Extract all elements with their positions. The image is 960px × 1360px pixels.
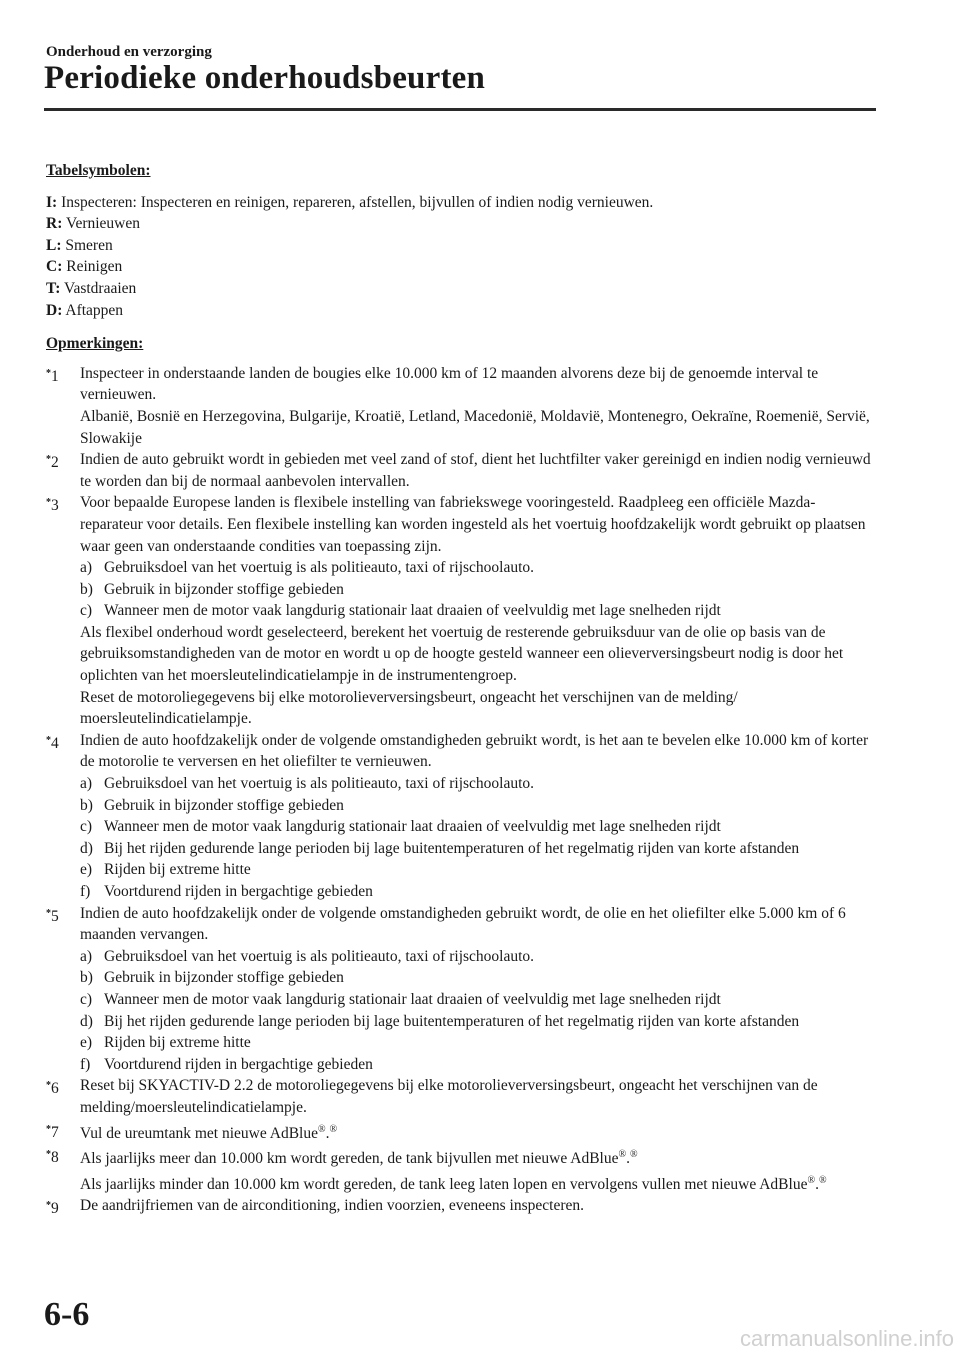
remark-line: Indien de auto hoofdzakelijk onder de volgende omstandigheden gebruikt wordt, de olie en het oliefilter elke 5.000 km of 6 maanden vervangen. <box>80 904 846 944</box>
remark-note <box>46 449 876 492</box>
remark-note <box>46 363 876 449</box>
symbol-text: Aftappen <box>65 301 124 319</box>
remark-number-text: 3 <box>51 497 59 515</box>
sub-item-letter: b) <box>80 580 93 598</box>
remark-star: * <box>46 497 51 509</box>
sub-item-letter: c) <box>80 602 93 620</box>
remark-number <box>46 1075 59 1100</box>
remark-star: * <box>46 1123 51 1135</box>
page-number: 6-6 <box>44 1296 90 1333</box>
sub-item-text: Voortdurend rijden in bergachtige gebieden <box>104 1055 373 1073</box>
sub-item-letter: d) <box>80 1012 93 1030</box>
remark-line: De aandrijfriemen van de airconditioning, indien voorzien, eveneens inspecteren. <box>80 1197 584 1215</box>
remark-number <box>46 903 59 928</box>
remark-sub-item <box>80 1011 876 1033</box>
registered-mark: ® <box>629 1149 638 1161</box>
sub-item-text: Wanneer men de motor vaak langdurig stationair laat draaien of veelvuldig met lage snelheden rijdt <box>104 818 721 836</box>
sub-item-text: Gebruiksdoel van het voertuig is als politieauto, taxi of rijschoolauto. <box>104 775 535 793</box>
sub-item-text: Rijden bij extreme hitte <box>104 1034 251 1052</box>
sub-item-text: Gebruik in bijzonder stoffige gebieden <box>104 580 344 598</box>
registered-mark: ® <box>818 1174 827 1186</box>
section-label: Onderhoud en verzorging <box>46 44 212 60</box>
sub-item-text: Gebruik in bijzonder stoffige gebieden <box>104 969 344 987</box>
remark-sub-item <box>80 967 876 989</box>
sub-item-text: Wanneer men de motor vaak langdurig stationair laat draaien of veelvuldig met lage snelheden rijdt <box>104 990 721 1008</box>
sub-item-text: Gebruik in bijzonder stoffige gebieden <box>104 796 344 814</box>
symbols-list <box>46 192 876 322</box>
remark-number-text: 8 <box>51 1149 59 1167</box>
sub-item-letter: f) <box>80 1055 91 1073</box>
remark-sub-item <box>80 795 876 817</box>
remark-note <box>46 1195 876 1217</box>
remark-sub-item <box>80 1054 876 1076</box>
remark-sub-item <box>80 816 876 838</box>
remark-sub-item <box>80 946 876 968</box>
remark-sub-item <box>80 600 876 622</box>
symbol-row <box>46 278 876 300</box>
symbol-text: Inspecteren: Inspecteren en reinigen, repareren, afstellen, bijvullen of indien nodig vernieuwen. <box>61 193 654 211</box>
remark-number <box>46 1119 59 1144</box>
sub-item-letter: e) <box>80 1034 93 1052</box>
symbol-text: Vernieuwen <box>65 215 140 233</box>
remark-line: Als jaarlijks minder dan 10.000 km wordt gereden, de tank leeg laten lopen en vervolgens vullen met nieuwe AdBlue®.® <box>80 1174 827 1193</box>
remark-number-text: 7 <box>51 1123 59 1141</box>
remark-number <box>46 363 59 388</box>
sub-item-text: Gebruiksdoel van het voertuig is als politieauto, taxi of rijschoolauto. <box>104 559 535 577</box>
sub-item-letter: b) <box>80 969 93 987</box>
remark-line: Indien de auto hoofdzakelijk onder de volgende omstandigheden gebruikt wordt, is het aan te bevelen elke 10.000 km of korter de motorolie te verversen en het oliefilter te vernieuwen. <box>80 731 869 771</box>
symbol-row <box>46 192 876 214</box>
page-title: Periodieke onderhoudsbeurten <box>44 60 486 96</box>
symbol-row <box>46 213 876 235</box>
symbols-heading: Tabelsymbolen: <box>46 162 151 179</box>
remark-sub-item <box>80 1032 876 1054</box>
remark-note <box>46 1119 876 1145</box>
remark-line: Reset de motoroliegegevens bij elke motorolieverversingsbeurt, ongeacht het verschijnen van de melding/ moersleutelindicatielampje. <box>80 688 738 728</box>
sub-item-text: Rijden bij extreme hitte <box>104 861 251 879</box>
remarks-list <box>46 363 876 1217</box>
remark-star: * <box>46 1080 51 1092</box>
remarks-heading: Opmerkingen: <box>46 335 144 353</box>
remark-line: Als flexibel onderhoud wordt geselecteerd, berekent het voertuig de resterende gebruiksduur van de olie op basis van de gebruiksomstandigheden van de motor en wordt u op de hoogte gesteld wanneer een olieverversingsbeurt nodig is door het oplichten van het moersleutelindicatielampje in de instrumentengroep. <box>80 623 844 685</box>
sub-item-letter: a) <box>80 947 93 965</box>
sub-item-text: Bij het rijden gedurende lange perioden bij lage buitentemperaturen of het regelmatig rijden van korte afstanden <box>104 839 800 857</box>
remark-number-text: 5 <box>51 907 59 925</box>
sub-item-letter: c) <box>80 818 93 836</box>
watermark: carmanualsonline.info <box>739 1326 954 1351</box>
remark-star: * <box>46 1149 51 1161</box>
registered-mark: ® <box>618 1149 627 1161</box>
sub-item-letter: e) <box>80 861 93 879</box>
sub-item-letter: a) <box>80 559 93 577</box>
remark-line: Reset bij SKYACTIV-D 2.2 de motoroliegegevens bij elke motorolieverversingsbeurt, ongeacht het verschijnen van de melding/moersleutelindicatielampje. <box>80 1077 818 1116</box>
remark-line: Inspecteer in onderstaande landen de bougies elke 10.000 km of 12 maanden alvorens deze bij de genoemde interval te vernieuwen. <box>80 364 819 404</box>
remark-number-text: 9 <box>51 1200 59 1218</box>
symbol-row <box>46 300 876 322</box>
sub-item-text: Voortdurend rijden in bergachtige gebieden <box>104 883 373 900</box>
remark-sub-item <box>80 579 876 601</box>
remark-star: * <box>46 454 51 466</box>
sub-item-letter: d) <box>80 839 93 857</box>
remark-sub-item <box>80 838 876 860</box>
remark-star: * <box>46 734 51 746</box>
remark-line: Voor bepaalde Europese landen is flexibele instelling van fabriekswege vooringesteld. Raadpleeg een officiële Mazda-reparateur voor details. Een flexibele instelling kan worden ingesteld als het voertuig hoofdzakelijk wordt gebruikt op plaatsen waar geen van onderstaande condities van toepassing zijn. <box>80 494 866 555</box>
remark-star: * <box>46 907 51 919</box>
remark-number <box>46 1195 59 1220</box>
symbol-key: D: <box>46 301 63 319</box>
remark-note <box>46 1075 876 1118</box>
remark-note <box>46 492 876 730</box>
remark-number <box>46 492 59 517</box>
remark-number <box>46 1144 59 1169</box>
remark-sub-item <box>80 989 876 1011</box>
registered-mark: ® <box>807 1174 816 1186</box>
symbol-key: R: <box>46 215 63 233</box>
symbol-key: T: <box>46 279 61 297</box>
title-rule <box>44 108 876 111</box>
symbol-key: L: <box>46 236 62 254</box>
registered-mark: ® <box>329 1123 338 1135</box>
symbol-row <box>46 256 876 278</box>
remark-number-text: 4 <box>51 734 59 752</box>
remark-line: Als jaarlijks meer dan 10.000 km wordt gereden, de tank bijvullen met nieuwe AdBlue®.® <box>80 1149 638 1168</box>
remark-sub-item <box>80 773 876 795</box>
remark-line: Albanië, Bosnië en Herzegovina, Bulgarije, Kroatië, Letland, Macedonië, Moldavië, Montenegro, Oekraïne, Roemenië, Servië, Slowakije <box>80 407 870 447</box>
remark-number <box>46 730 59 755</box>
remark-number-text: 2 <box>51 454 59 472</box>
remark-note <box>46 730 876 903</box>
symbol-row <box>46 235 876 257</box>
remark-note <box>46 1144 876 1195</box>
symbol-text: Vastdraaien <box>63 279 137 297</box>
sub-item-letter: f) <box>80 883 91 900</box>
sub-item-text: Bij het rijden gedurende lange perioden bij lage buitentemperaturen of het regelmatig rijden van korte afstanden <box>104 1012 800 1030</box>
sub-item-letter: c) <box>80 990 93 1008</box>
symbol-key: I: <box>46 193 58 211</box>
registered-mark: ® <box>317 1123 326 1135</box>
remark-sub-item <box>80 557 876 579</box>
remark-star: * <box>46 367 51 379</box>
sub-item-text: Gebruiksdoel van het voertuig is als politieauto, taxi of rijschoolauto. <box>104 947 535 965</box>
sub-item-letter: a) <box>80 775 93 793</box>
remark-star: * <box>46 1200 51 1212</box>
remark-note <box>46 903 876 1076</box>
remark-number <box>46 449 59 474</box>
symbol-key: C: <box>46 258 63 276</box>
remark-sub-item <box>80 881 876 903</box>
remark-sub-item <box>80 859 876 881</box>
remark-line: Vul de ureumtank met nieuwe AdBlue®.® <box>80 1123 338 1142</box>
page-content <box>46 160 876 1217</box>
sub-item-letter: b) <box>80 796 93 814</box>
remark-number-text: 1 <box>51 367 59 385</box>
remark-line: Indien de auto gebruikt wordt in gebieden met veel zand of stof, dient het luchtfilter vaker gereinigd en indien nodig vernieuwd te worden dan bij de normaal aanbevolen intervallen. <box>80 451 871 490</box>
remark-number-text: 6 <box>51 1080 59 1098</box>
symbol-text: Reinigen <box>66 258 123 276</box>
symbol-text: Smeren <box>65 236 113 254</box>
sub-item-text: Wanneer men de motor vaak langdurig stationair laat draaien of veelvuldig met lage snelheden rijdt <box>104 602 721 620</box>
